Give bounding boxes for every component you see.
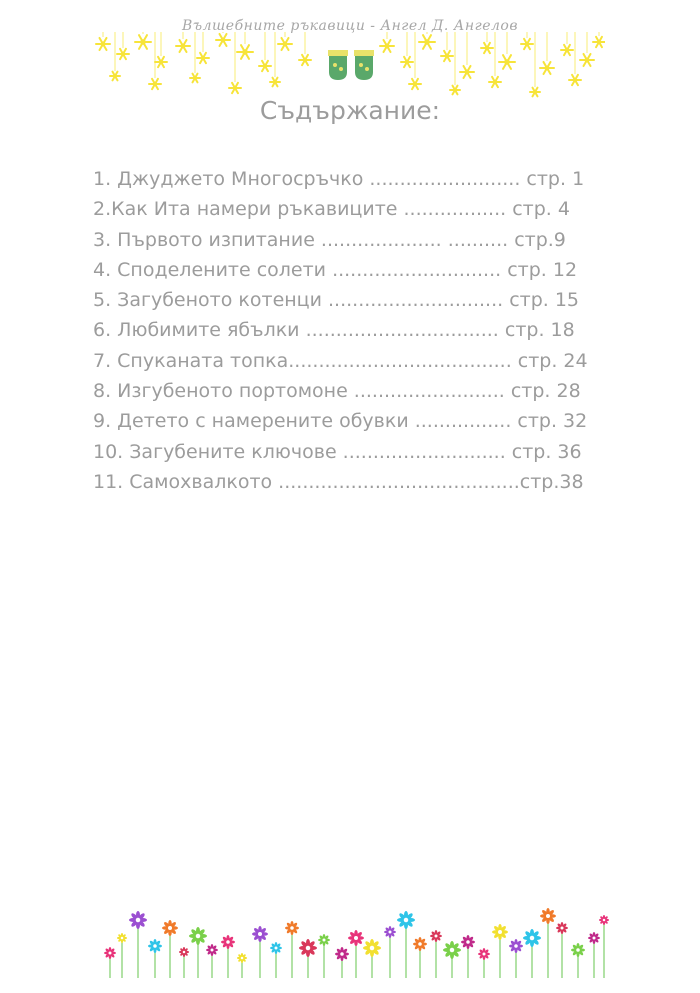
flower-icon [363,939,381,957]
flower-icon [523,929,541,947]
toc-entry[interactable]: 3. Първото изпитание .................... .......... стр.9 [93,228,566,251]
snowflake-icon [569,75,581,85]
flower-icon [237,953,247,963]
flower-icon [179,947,189,957]
toc-entry[interactable]: 1. Джуджето Многосръчко ......................... стр. 1 [93,168,585,190]
snowflake-icon [96,38,110,50]
snowflake-icon [229,83,241,93]
snowflake-icon [299,55,311,65]
snowflake-icon [450,86,460,95]
flower-icon [571,943,585,957]
flower-icon [270,942,282,954]
snowflake-icon [441,51,453,61]
flower-icon [221,935,235,949]
snowflake-icon [176,40,190,52]
flower-icon [252,926,268,942]
flower-icon [599,915,609,925]
flower-icon [189,927,207,945]
snowflake-icon [270,78,280,87]
flower-icon [148,939,162,953]
snowflake-icon [489,77,501,87]
flower-icon [348,930,364,946]
snowflake-icon [409,79,421,89]
toc-entry[interactable]: 5. Загубеното котенци ............................. стр. 15 [93,289,580,312]
flower-icon [540,908,556,924]
snowflake-icon [117,49,129,59]
flower-icon [443,941,461,959]
snowflake-icon [237,45,253,59]
flower-icon [461,935,475,949]
snowflake-icon [481,43,493,53]
snowflake-icon [190,74,200,83]
toc-entry[interactable]: 10. Загубените ключове ........................... стр. 36 [93,440,582,463]
snowflake-icon [259,61,271,71]
snowflake-icon [278,38,292,50]
snowflake-icon [149,79,161,89]
flower-icon [206,944,218,956]
flower-icon [509,939,523,953]
page-header-title: Вълшебните ръкавици - Ангел Д. Ангелов [182,18,518,34]
snowflake-icon [593,37,605,47]
flower-icon [492,924,508,940]
toc-entry[interactable]: 6. Любимите ябълки ................................ стр. 18 [93,319,575,342]
snowflake-icon [401,57,413,67]
toc-entry[interactable]: 11. Самохвалкото ........................................стр.38 [93,470,584,493]
snowflake-icon [521,39,533,49]
toc-heading: Съдържание: [259,96,441,125]
snowflake-icon [155,57,167,67]
flower-border [100,898,610,978]
flower-icon [335,947,349,961]
mitten-icon [328,50,348,80]
snowflake-icon [135,35,151,49]
toc-entry[interactable]: 8. Изгубеното портомоне ......................... стр. 28 [93,380,581,403]
snowflake-icon [540,62,554,74]
toc-entry[interactable]: 7. Спуканата топка..................................... стр. 24 [93,349,588,372]
snowflake-icon [110,72,120,81]
snowflake-icon [499,55,515,69]
toc-entry[interactable]: 4. Споделените солети ............................ стр. 12 [93,258,578,281]
flower-icon [556,922,568,934]
snowflake-icon [197,53,209,63]
flower-icon [285,921,299,935]
snowflake-icon [419,35,435,49]
flower-icon [588,932,600,944]
flower-icon [162,920,178,936]
snowflake-icon [580,54,594,66]
flower-icon [318,934,330,946]
snowflake-icon [460,66,474,78]
flower-icon [129,911,147,929]
toc-entry[interactable]: 2.Как Ита намери ръкавиците ................. стр. 4 [93,198,570,221]
flower-icon [299,939,317,957]
flower-icon [430,930,442,942]
flower-icon [397,911,415,929]
flower-icon [104,947,116,959]
toc-entry[interactable]: 9. Детето с намерените обувки ................ стр. 32 [93,410,588,433]
snowflake-icon [380,40,394,52]
table-of-contents [93,164,613,497]
mitten-icon [354,50,374,80]
flower-icon [384,926,396,938]
snowflake-icon [561,45,573,55]
flower-icon [413,937,427,951]
snowflake-icon [216,34,230,46]
flower-icon [478,948,490,960]
flower-icon [117,933,127,943]
